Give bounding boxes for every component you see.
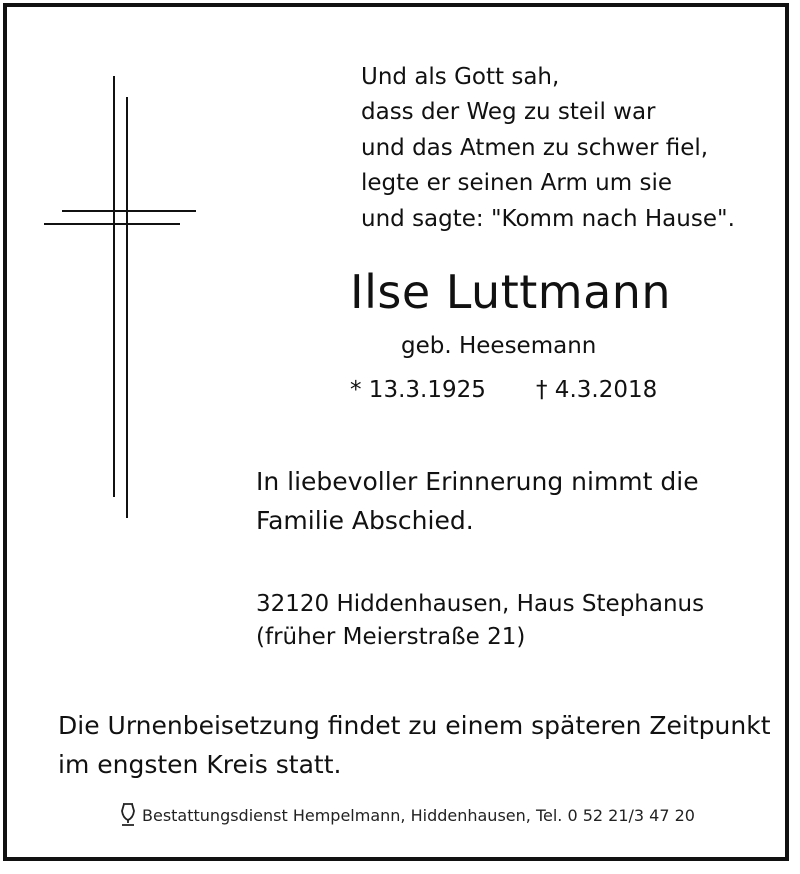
poem-line: legte er seinen Arm um sie xyxy=(361,170,672,197)
poem xyxy=(361,60,735,237)
burial-line: Die Urnenbeisetzung findet zu einem späteren Zeitpunkt xyxy=(58,711,771,740)
maiden-name: geb. Heesemann xyxy=(401,333,597,359)
remembrance-line: In liebevoller Erinnerung nimmt die xyxy=(256,467,699,496)
remembrance-line: Familie Abschied. xyxy=(256,506,474,535)
urn-icon xyxy=(118,801,138,838)
death-date: † 4.3.2018 xyxy=(536,377,658,403)
burial-notice xyxy=(58,706,771,784)
poem-line: und sagte: "Komm nach Hause". xyxy=(361,205,735,232)
poem-line: Und als Gott sah, xyxy=(361,64,560,90)
burial-line: im engsten Kreis statt. xyxy=(58,750,342,779)
remembrance-text xyxy=(256,462,699,540)
funeral-home-text: Bestattungsdienst Hempelmann, Hiddenhausen, Tel. 0 52 21/3 47 20 xyxy=(142,806,695,825)
address-line: 32120 Hiddenhausen, Haus Stephanus xyxy=(256,591,705,617)
address xyxy=(256,588,704,654)
poem-line: und das Atmen zu schwer fiel, xyxy=(361,134,709,161)
life-dates xyxy=(350,374,658,406)
poem-line: dass der Weg zu steil war xyxy=(361,99,656,126)
deceased-name: Ilse Luttmann xyxy=(350,265,672,319)
address-line: (früher Meierstraße 21) xyxy=(256,624,526,650)
funeral-home xyxy=(118,800,695,838)
birth-date: * 13.3.1925 xyxy=(350,377,486,403)
